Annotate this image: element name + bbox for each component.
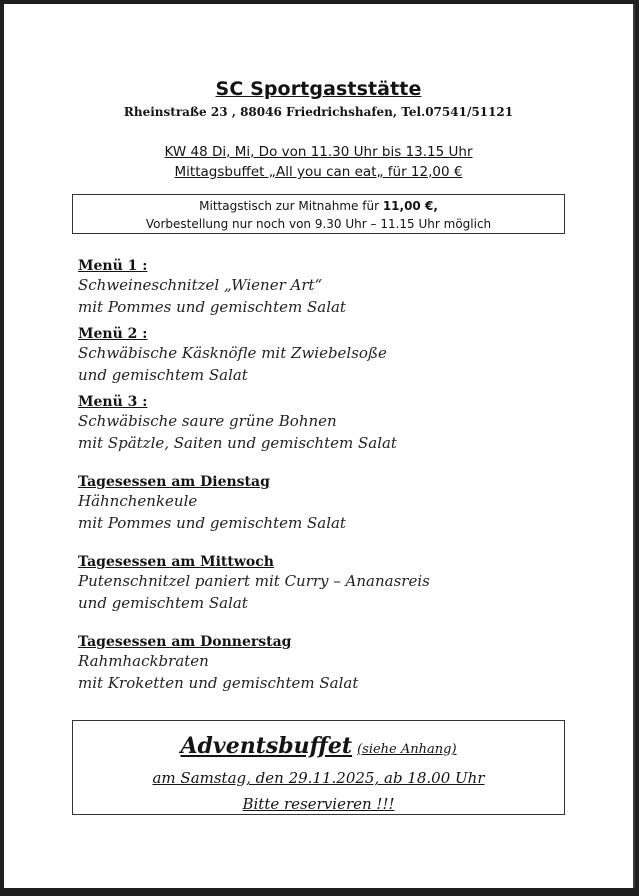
- daily-wednesday: [78, 554, 598, 614]
- menu-2-sides: und gemischtem Salat: [78, 366, 248, 384]
- advent-reserve: Bitte reservieren !!!: [242, 795, 395, 813]
- advent-note: (siehe Anhang): [357, 742, 457, 757]
- takeaway-price: 11,00 €,: [382, 199, 438, 213]
- daily-wednesday-sides: und gemischtem Salat: [78, 594, 248, 612]
- daily-tuesday-sides: mit Pommes und gemischtem Salat: [78, 514, 346, 532]
- advent-heading: [73, 731, 564, 765]
- menu-3-label: Menü 3 :: [78, 394, 148, 410]
- menu-3: [78, 394, 598, 454]
- advent-box: [72, 720, 565, 815]
- daily-wednesday-dish: Putenschnitzel paniert mit Curry – Ananasreis: [78, 572, 430, 590]
- restaurant-address: Rheinstraße 23 , 88046 Friedrichshafen, Tel.07541/51121: [123, 105, 514, 119]
- buffet-offer: Mittagsbuffet „All you can eat„ für 12,00 €: [174, 164, 463, 180]
- advent-title: Adventsbuffet: [180, 733, 352, 759]
- takeaway-line-2: Vorbestellung nur noch von 9.30 Uhr – 11.15 Uhr möglich: [145, 217, 492, 231]
- takeaway-box: [72, 194, 565, 234]
- menu-3-dish: Schwäbische saure grüne Bohnen: [78, 412, 337, 430]
- daily-tuesday-label: Tagesessen am Dienstag: [78, 474, 270, 490]
- daily-thursday-sides: mit Kroketten und gemischtem Salat: [78, 674, 359, 692]
- daily-thursday-label: Tagesessen am Donnerstag: [78, 634, 292, 650]
- menu-1: [78, 258, 598, 318]
- restaurant-name: SC Sportgaststätte: [215, 78, 422, 100]
- takeaway-text: Mittagstisch zur Mitnahme für: [199, 199, 383, 213]
- daily-thursday-dish: Rahmhackbraten: [78, 652, 209, 670]
- menu-document: [4, 4, 635, 888]
- menu-1-label: Menü 1 :: [78, 258, 148, 274]
- daily-tuesday-dish: Hähnchenkeule: [78, 492, 198, 510]
- opening-hours: KW 48 Di, Mi, Do von 11.30 Uhr bis 13.15 Uhr: [164, 144, 473, 160]
- menu-1-dish: Schweineschnitzel „Wiener Art“: [78, 276, 323, 294]
- menu-2-label: Menü 2 :: [78, 326, 148, 342]
- daily-wednesday-label: Tagesessen am Mittwoch: [78, 554, 274, 570]
- menu-1-sides: mit Pommes und gemischtem Salat: [78, 298, 346, 316]
- daily-tuesday: [78, 474, 598, 534]
- menu-3-sides: mit Spätzle, Saiten und gemischtem Salat: [78, 434, 397, 452]
- daily-thursday: [78, 634, 598, 694]
- menu-2: [78, 326, 598, 386]
- advent-date: am Samstag, den 29.11.2025, ab 18.00 Uhr: [152, 769, 485, 787]
- takeaway-line-1: [73, 197, 564, 215]
- menu-2-dish: Schwäbische Käsknöfle mit Zwiebelsoße: [78, 344, 387, 362]
